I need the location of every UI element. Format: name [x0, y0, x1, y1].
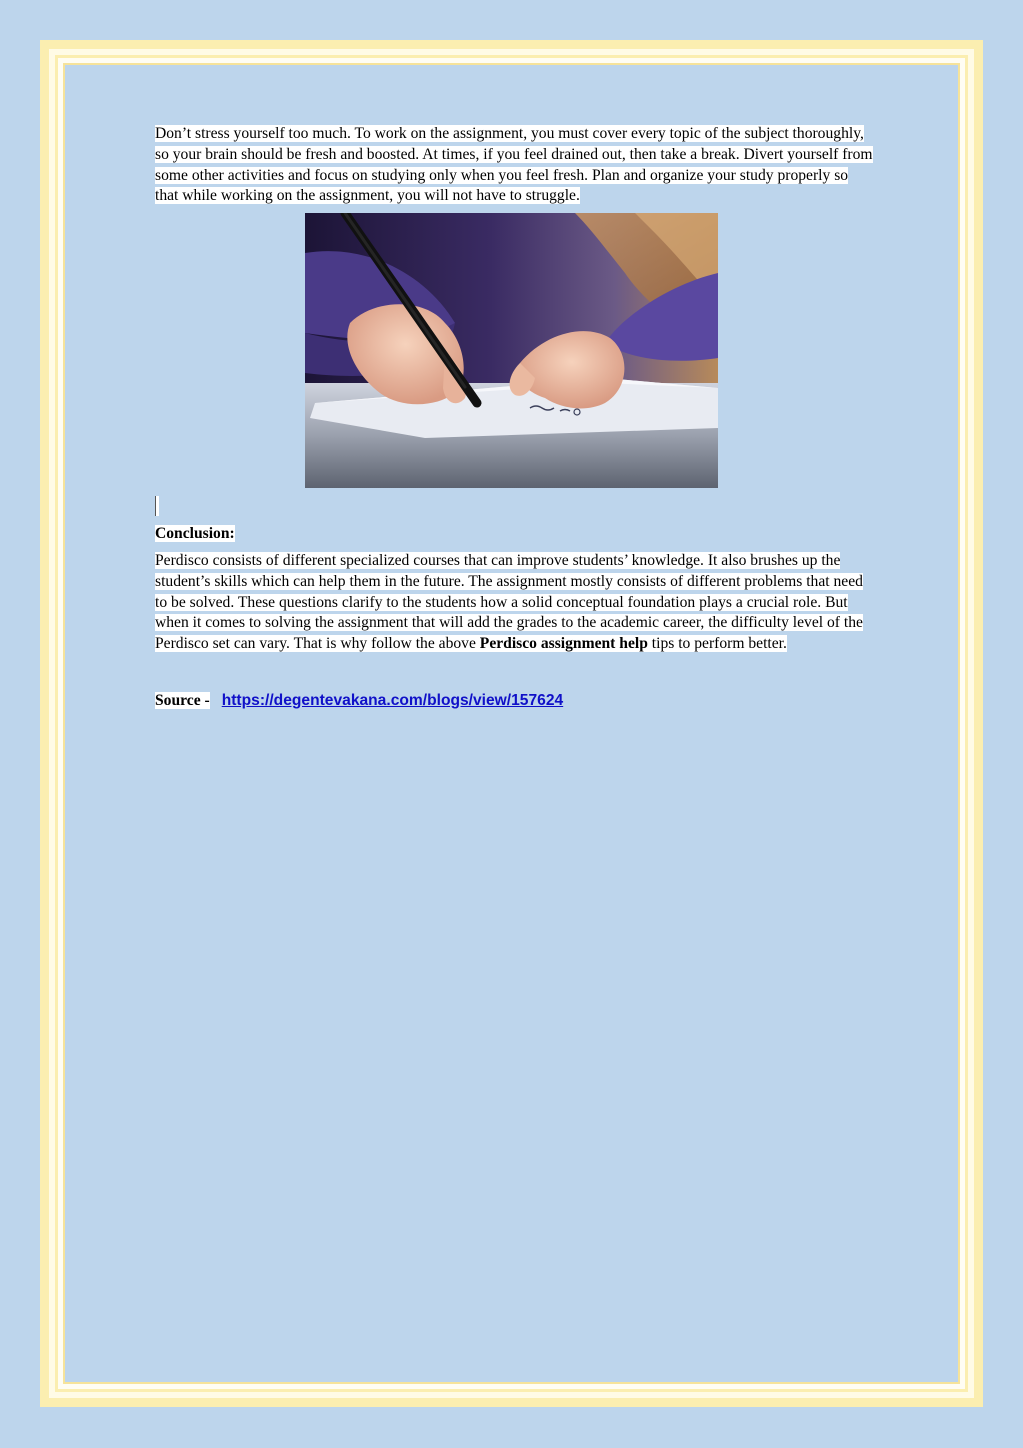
- conclusion-paragraph: [155, 551, 873, 655]
- student-writing-photo: [305, 213, 718, 488]
- conclusion-heading: [155, 524, 873, 545]
- text-cursor-mark: [155, 496, 159, 516]
- intro-paragraph-text: Don’t stress yourself too much. To work on the assignment, you must cover every topic of the subject thoroughly, so your brain should be fresh and boosted. At times, if you feel drained out, then take a break. Divert yourself from some other activities and focus on studying only when you feel fresh. Plan and organize your study properly so that while working on the assignment, you will not have to struggle.: [155, 125, 873, 205]
- conclusion-bold-keyword: Perdisco assignment help: [479, 635, 648, 653]
- conclusion-text-after: tips to perform better.: [647, 635, 787, 653]
- intro-paragraph: [155, 124, 873, 207]
- document-body: [155, 124, 873, 712]
- conclusion-heading-text: Conclusion:: [155, 525, 235, 543]
- source-line: [155, 691, 873, 712]
- source-link[interactable]: https://degentevakana.com/blogs/view/157624: [221, 691, 564, 709]
- source-label: Source -: [155, 691, 210, 709]
- conclusion-text-before: Perdisco consists of different specialized courses that can improve students’ knowledge. It also brushes up the student’s skills which can help them in the future. The assignment mostly consists of different problems that need to be solved. These questions clarify to the students how a solid conceptual foundation plays a crucial role. But when it comes to solving the assignment that will add the grades to the academic career, the difficulty level of the Perdisco set can vary. That is why follow the above: [155, 551, 863, 653]
